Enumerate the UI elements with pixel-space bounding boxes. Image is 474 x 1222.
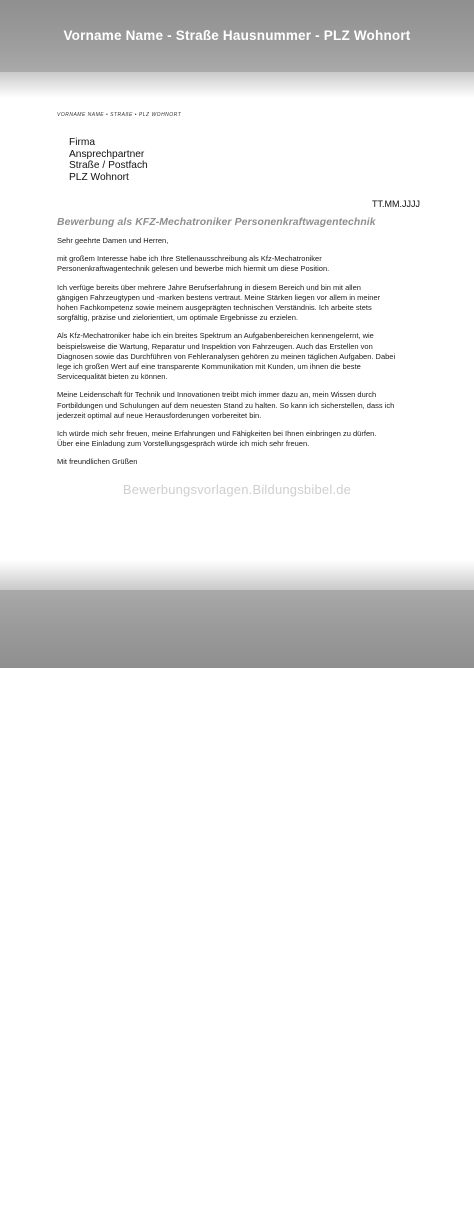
recipient-street: Straße / Postfach: [69, 160, 148, 171]
recipient-city: PLZ Wohnort: [69, 171, 129, 183]
paragraph-motivation: Meine Leidenschaft für Technik und Innovationen treibt mich immer dazu an, mein Wissen durch Fortbildungen und Schulungen auf dem neuesten Stand zu halten. So kann ich sicherstellen, dass ich jederzeit optimal auf neue Herausforderungen vorbereitet bin.: [57, 390, 395, 420]
header-gradient: [0, 72, 474, 98]
watermark: Bewerbungsvorlagen.Bildungsbibel.de: [122, 482, 352, 497]
paragraph-intro: mit großem Interesse habe ich Ihre Stellenausschreibung als Kfz-Mechatroniker Personenkraftwagentechnik gelesen und bewerbe mich hiermit um diese Position.: [57, 254, 330, 274]
footer-gradient: [0, 560, 474, 590]
footer-bar: [0, 590, 474, 1222]
sender-return-address: VORNAME NAME • STRAßE • PLZ WOHNORT: [57, 112, 182, 118]
paragraph-closing-request: Ich würde mich sehr freuen, meine Erfahrungen und Fähigkeiten bei Ihnen einbringen zu dürfen. Über eine Einladung zum Vorstellungsgespräch würde ich mich sehr freuen.: [57, 429, 377, 449]
header-title: Vorname Name - Straße Hausnummer - PLZ Wohnort: [63, 28, 411, 43]
recipient-contact-person: Ansprechpartner: [69, 148, 145, 160]
letter-body: [57, 236, 427, 476]
paragraph-experience: Ich verfüge bereits über mehrere Jahre Berufserfahrung in diesem Bereich und bin mit allen gängigen Fahrzeugtypen und -marken bestens vertraut. Meine Stärken liegen vor allem in meiner hohen Fachkompetenz sowie meinem ausgeprägten technischen Verständnis. Ich arbeite stets sorgfältig, präzise und zielorientiert, um optimale Ergebnisse zu erzielen.: [57, 282, 381, 323]
letter-subject: Bewerbung als KFZ-Mechatroniker Personenkraftwagentechnik: [57, 217, 376, 228]
closing: Mit freundlichen Grüßen: [57, 457, 138, 467]
salutation: Sehr geehrte Damen und Herren,: [57, 236, 169, 245]
header-bar: [0, 0, 474, 72]
recipient-company: Firma: [69, 137, 96, 148]
letter-date: TT.MM.JJJJ: [372, 199, 420, 209]
paragraph-responsibilities: Als Kfz-Mechatroniker habe ich ein breites Spektrum an Aufgabenbereichen kennengelernt, wie beispielsweise die Wartung, Reparatur und Inspektion von Fahrzeugen. Auch das Erstellen von Diagnosen sowie das Durchführen von Fehleranalysen gehören zu meinen täglichen Aufgaben. Dabei lege ich großen Wert auf eine transparente Kommunikation mit Kunden, um ihnen die beste Servicequalität bieten zu können.: [57, 331, 396, 382]
footer-contact: Tel.: (00000) / 000000 - E-Mail: mail@provider.de: [116, 1211, 358, 1222]
recipient-address: [69, 137, 148, 183]
